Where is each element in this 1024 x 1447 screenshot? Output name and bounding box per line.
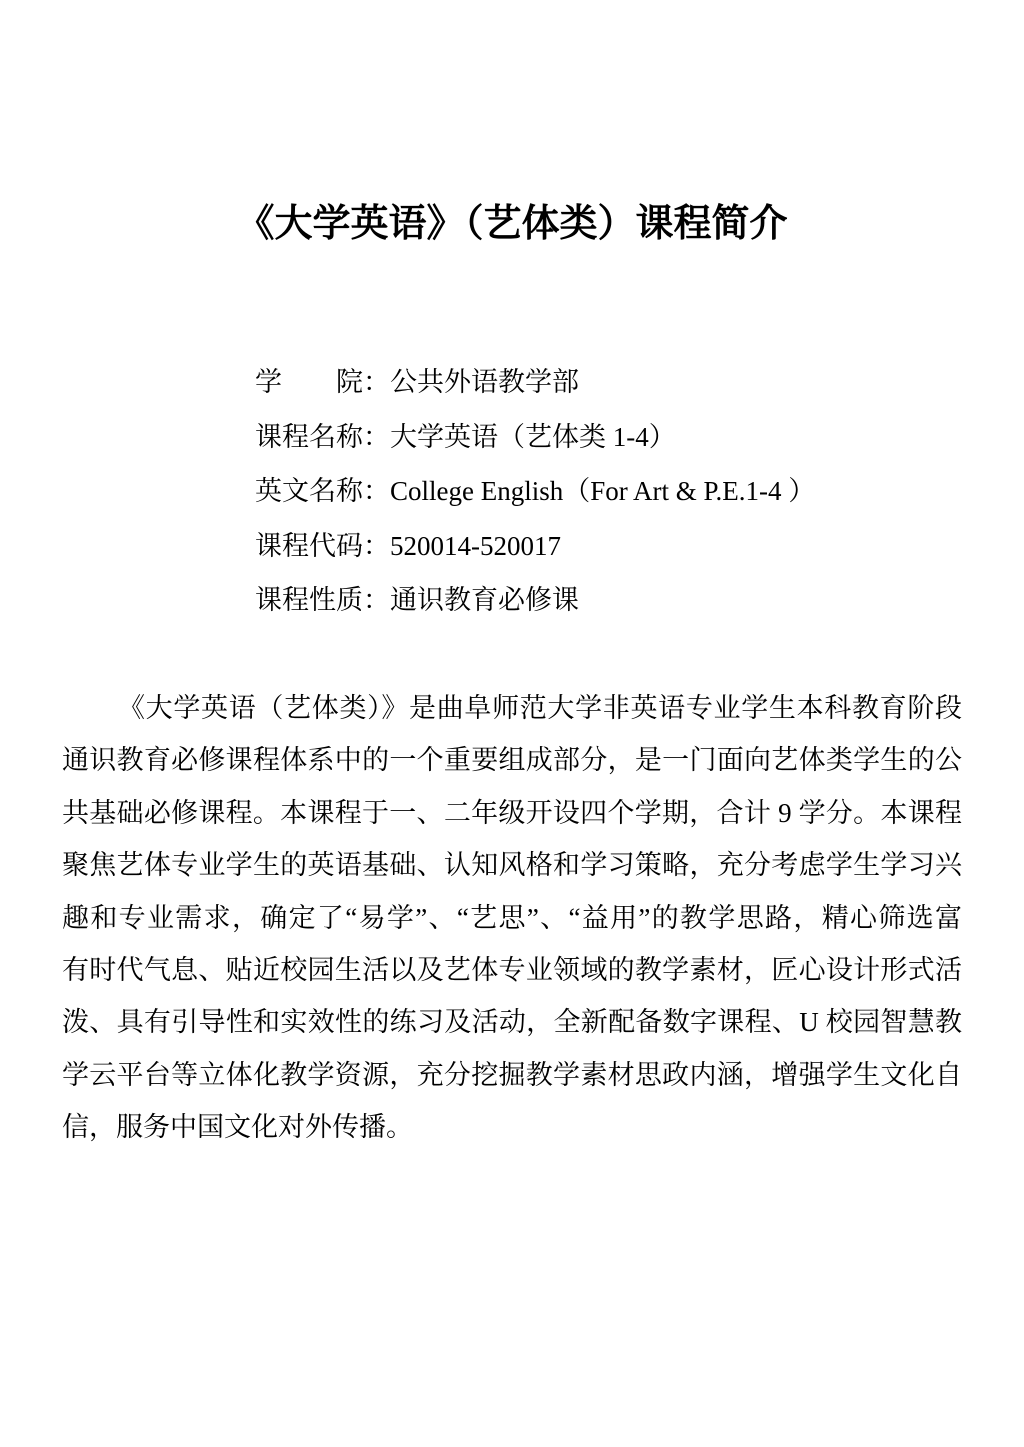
info-row-college <box>255 355 815 410</box>
info-label-course-code: 课程代码： <box>255 530 390 561</box>
info-label-course-name: 课程名称： <box>255 421 390 452</box>
info-row-course-code <box>255 519 815 574</box>
paragraph-line: 信，服务中国文化对外传播。 <box>62 1112 413 1143</box>
paragraph-line: 有时代气息、贴近校园生活以及艺体专业领域的教学素材，匠心设计形式活 <box>62 954 962 985</box>
info-value-college: 公共外语教学部 <box>390 367 579 397</box>
paragraph-line: 《大学英语（艺体类）》是曲阜师范大学非英语专业学生本科教育阶段 <box>118 693 962 723</box>
info-value-course-name: 大学英语（艺体类 1-4） <box>390 421 676 452</box>
info-label-college: 学 院： <box>255 367 390 397</box>
paragraph-line: 共基础必修课程。本课程于一、二年级开设四个学期，合计 9 学分。本课程 <box>62 797 962 828</box>
paragraph-line: 聚焦艺体专业学生的英语基础、认知风格和学习策略，充分考虑学生学习兴 <box>62 850 962 881</box>
info-row-course-type <box>255 573 815 628</box>
info-label-course-type: 课程性质： <box>255 585 390 616</box>
paragraph-line: 趣和专业需求，确定了“易学”、“艺思”、“益用”的教学思路，精心筛选富 <box>62 902 962 933</box>
info-value-english-name: College English（For Art & P.E.1-4 ） <box>390 476 816 507</box>
document-title: 《大学英语》（艺体类）课程简介 <box>236 203 788 245</box>
info-row-course-name <box>255 410 815 465</box>
course-description <box>62 682 962 1154</box>
info-label-english-name: 英文名称： <box>255 476 390 507</box>
paragraph-line: 通识教育必修课程体系中的一个重要组成部分，是一门面向艺体类学生的公 <box>62 745 962 776</box>
info-value-course-code: 520014-520017 <box>390 530 561 561</box>
paragraph-line: 学云平台等立体化教学资源，充分挖掘教学素材思政内涵，增强学生文化自 <box>62 1059 962 1090</box>
info-row-english-name <box>255 464 815 519</box>
course-info-block <box>255 355 815 628</box>
info-value-course-type: 通识教育必修课 <box>390 585 579 616</box>
paragraph-line: 泼、具有引导性和实效性的练习及活动，全新配备数字课程、U 校园智慧教 <box>62 1007 962 1038</box>
